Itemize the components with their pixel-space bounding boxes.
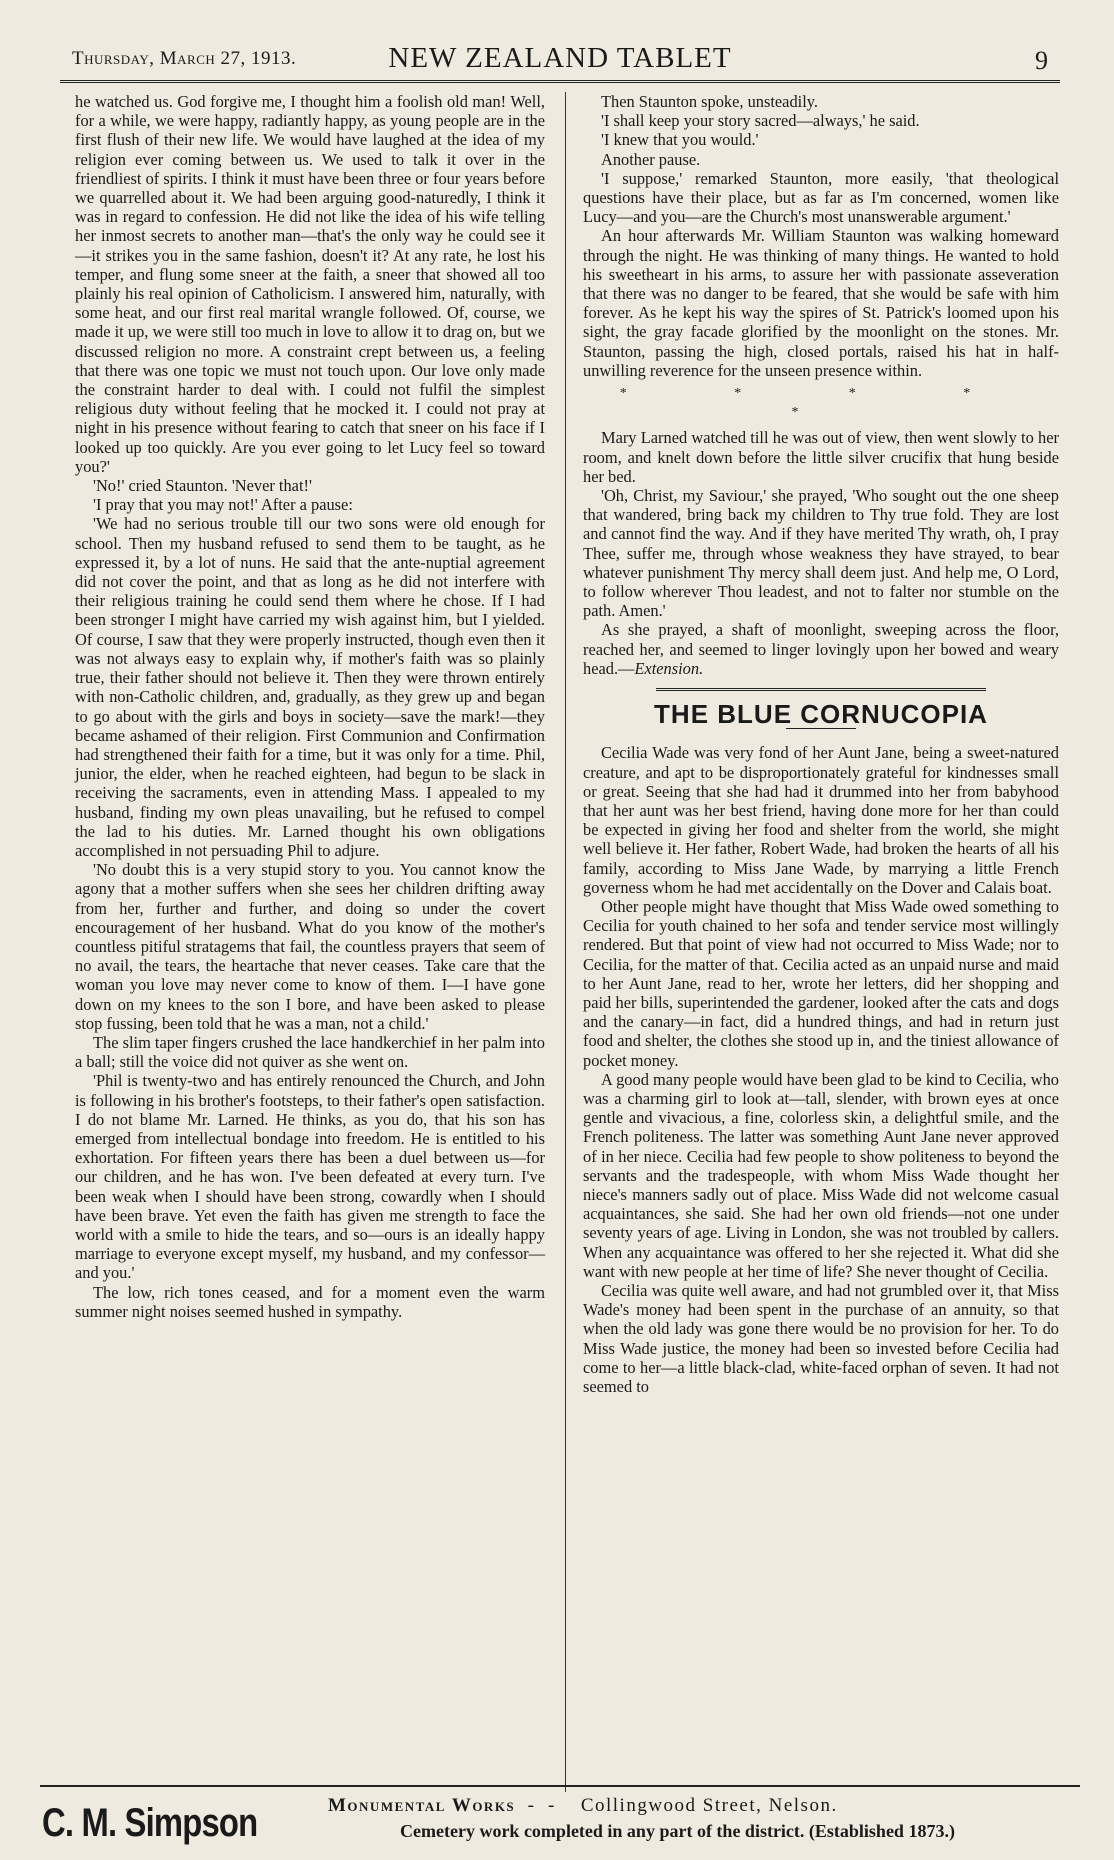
- section-stars: * * * * *: [619, 386, 1023, 421]
- advertisement: [40, 1785, 1080, 1852]
- paragraph: Cecilia Wade was very fond of her Aunt Jane, being a sweet-natured creature, and apt to be disproportionately grateful for kindnesses small or great. Seeing that she had had it drummed into her from babyhood that her aunt was her best friend, having done more for her than could be expected in giving her food and shelter from the world, she might well believe it. Her father, Robert Wade, had broken the hearts of all his family, according to Miss Jane Wade, by marrying a little French governess whom he had met accidentally on the Dover and Calais boat.: [583, 743, 1059, 897]
- ad-line-1: Monumental Works - - Collingwood Street, Nelson.: [328, 1795, 838, 1816]
- paragraph: Cecilia was quite well aware, and had not grumbled over it, that Miss Wade's money had been spent in the purchase of an annuity, so that when the old lady was gone there would be no provision for her. To do Miss Wade justice, the money had been so invested before Cecilia had come to her—a little black-clad, white-faced orphan of seven. It had not seemed to: [583, 1280, 1059, 1396]
- paragraph: A good many people would have been glad to be kind to Cecilia, who was a charming girl to look at—tall, slender, with brown eyes at once gentle and vivacious, a fine, colorless skin, a delightful smile, and the French politeness. The latter was something Aunt Jane never approved of in her niece. Cecilia had few people to show politeness to beyond the servants and the tradespeople, with whom Miss Wade thought her niece's manners sadly out of place. Miss Wade did not welcome casual acquaintances, she said. She had her own old friends—not one under seventy years of age. Living in London, she was not troubled by callers. When any acquaintance was offered to her she rejected it. What did she want with new people at her time of life? She never thought of Cecilia.: [583, 1069, 1059, 1281]
- ad-address: Collingwood Street, Nelson.: [580, 1795, 838, 1816]
- closing-source: Extension.: [634, 658, 704, 678]
- paragraph: Other people might have thought that Miss Wade owed something to Cecilia for youth chained to her sofa and tender service most willingly rendered. But that point of view had not occurred to Miss Wade; nor to Cecilia, for the matter of that. Cecilia acted as an unpaid nurse and maid to her Aunt Jane, read to her, wrote her letters, did her shopping and paid her bills, superintended the gardener, looked after the cats and dogs and the canary—in fact, did a hundred things, and had in return just food and shelter, the clothes she stood up in, and the tiniest allowance of pocket money.: [583, 896, 1059, 1070]
- right-column: [583, 92, 1059, 1396]
- paragraph: An hour afterwards Mr. William Staunton was walking homeward through the night. He was thinking of many things. He wanted to hold his sweetheart in his arms, to assure her with passionate asseveration that there was no danger to be feared, that she would be safe with him forever. As he kept his way the spires of St. Patrick's loomed upon his sight, the gray facade glorified by the moonlight on the stones. Mr. Staunton, passing the high, closed portals, raised his hat in half-unwilling reverence for the unseen presence within.: [583, 226, 1059, 380]
- paragraph: 'Oh, Christ, my Saviour,' she prayed, 'Who sought out the one sheep that wandered, bring back my children to Thy true fold. They are lost and cannot find the way. And if they have merited Thy wrath, oh, I pray Thee, suffer me, through whose weakness they have strayed, to bear whatever punishment Thy mercy shall deem just. And help me, O Lord, to follow wherever Thou leadest, and not to falter nor stumble on the path. Amen.': [583, 486, 1059, 621]
- paragraph: The slim taper fingers crushed the lace handkerchief in her palm into a ball; still the voice did not quiver as she went on.: [75, 1032, 545, 1072]
- paragraph: 'Phil is twenty-two and has entirely renounced the Church, and John is following in his brother's footsteps, to their father's open satisfaction. I do not blame Mr. Larned. He thinks, as you do, that his son has emerged from intellectual bondage into freedom. He is entitled to his exhortation. For fifteen years there has been a duel between us—for our children, and he has won. I've been defeated at every turn. I've been weak when I should have been strong, cowardly when I should have been brave. Yet even the faith has given me strength to face the world with a smile to hide the tears, and so—ours is an ideally happy marriage to everyone except myself, my husband, and my confessor—and you.': [75, 1071, 545, 1283]
- left-column: [75, 92, 545, 1321]
- page-number: 9: [1035, 46, 1048, 75]
- paragraph: 'No!' cried Staunton. 'Never that!': [93, 476, 312, 496]
- closing-paragraph: [583, 620, 1059, 678]
- paragraph: 'No doubt this is a very stupid story to you. You cannot know the agony that a mother suffers when she sees her children drifting away from her, further and further, and doing so under the covert encouragement of her husband. What do you know of the mother's countless pitiful stratagems that fail, the countless prayers that seem of no avail, the tears, the heartache that never ceases. Take care that the woman you love may never come to know of them. I—I have gone down on my knees to the son I bore, and have been asked to please stop fussing, been told that he was a man, not a child.': [75, 860, 545, 1033]
- paragraph: he watched us. God forgive me, I thought him a foolish old man! Well, for a while, we were happy, radiantly happy, as young people are in the first flush of their new life. We would have laughed at the idea of my religion ever coming between us. We used to talk it over in the friendliest of spirits. I think it must have been three or four years before we quarrelled about it. We had been arguing good-naturedly, I think it was in regard to confession. He did not like the idea of his wife telling her inmost secrets to another man—that's the only way he could see it—it strikes you in the same fashion, doesn't it? At any rate, he lost his temper, and flung some sneer at the faith, a sneer that showed all too plainly his real opinion of Catholicism. I answered him, naturally, with some heat, and our first real marital wrangle followed. Of, course, we made it up, we were still too much in love to allow it to drag on, but we discussed religion no more. A constraint crept between us, a feeling that there was one topic we must not touch upon. Our love only made the constraint harder to deal with. I could not fulfil the simplest religious duty without feeling that he mocked it. I could not pray at night in his presence without fearing to catch that sneer on his face if I looked up too quickly. Are you ever going to let Lucy feel so toward you?': [75, 92, 545, 476]
- paragraph: Another pause.: [601, 149, 701, 169]
- paragraph: The low, rich tones ceased, and for a moment even the warm summer night noises seemed hushed in sympathy.: [75, 1282, 545, 1321]
- paragraph: Mary Larned watched till he was out of view, then went slowly to her room, and knelt down before the little silver crucifix that hung beside her bed.: [583, 428, 1059, 486]
- closing-text: As she prayed, a shaft of moonlight, sweeping across the floor, reached her, and seemed to linger lovingly upon her bowed and weary head.—: [583, 620, 1059, 678]
- column-divider: [565, 92, 566, 1792]
- paragraph: 'I suppose,' remarked Staunton, more easily, 'that theological questions have their place, but as far as I'm concerned, women like Lucy—and you—are the Church's most unanswerable argument.': [583, 168, 1059, 227]
- paragraph: 'We had no serious trouble till our two sons were old enough for school. Then my husband refused to send them to be taught, as he expressed it, by a lot of nuns. He said that the ante-nuptial agreement did not cover the point, and that as long as he did not interfere with their religious training he could send them where he chose. If I had been stronger I might have carried my wish against him, but I yielded. Of course, I saw that they were properly instructed, though even then it was not always easy to explain why, if mother's faith was so plainly true, their father should not believe it. Then they were thrown entirely with non-Catholic children, and, gradually, as they grew up and began to go about with the girls and boys in society—save the mark!—they became ashamed of their religion. First Communion and Confirmation had strengthened their faith for a time, but it was only for a time. Phil, junior, the elder, when he reached eighteen, had begun to be slack in receiving the sacraments, even in attending Mass. I appealed to my husband, finding my own pleas unavailing, but he refused to compel the lad to his duties. Mr. Larned thought his own obligations accomplished in not persuading Phil to adjure.: [75, 514, 545, 860]
- newspaper-title: NEW ZEALAND TABLET: [388, 42, 732, 74]
- header-date: Thursday, March 27, 1913.: [72, 48, 297, 69]
- ad-line-2: Cemetery work completed in any part of the district. (Established 1873.): [400, 1821, 955, 1841]
- paragraph: 'I knew that you would.': [601, 130, 759, 150]
- paragraph: 'I pray that you may not!' After a pause:: [93, 495, 353, 515]
- page-header: [60, 40, 1060, 83]
- paragraph: 'I shall keep your story sacred—always,' he said.: [601, 111, 920, 131]
- ad-business: Monumental Works: [328, 1795, 516, 1816]
- advertiser-name: C. M. Simpson: [42, 1801, 258, 1845]
- story-title: THE BLUE CORNUCOPIA: [654, 699, 988, 730]
- section-rule: [656, 688, 986, 691]
- paragraph: Then Staunton spoke, unsteadily.: [601, 92, 818, 111]
